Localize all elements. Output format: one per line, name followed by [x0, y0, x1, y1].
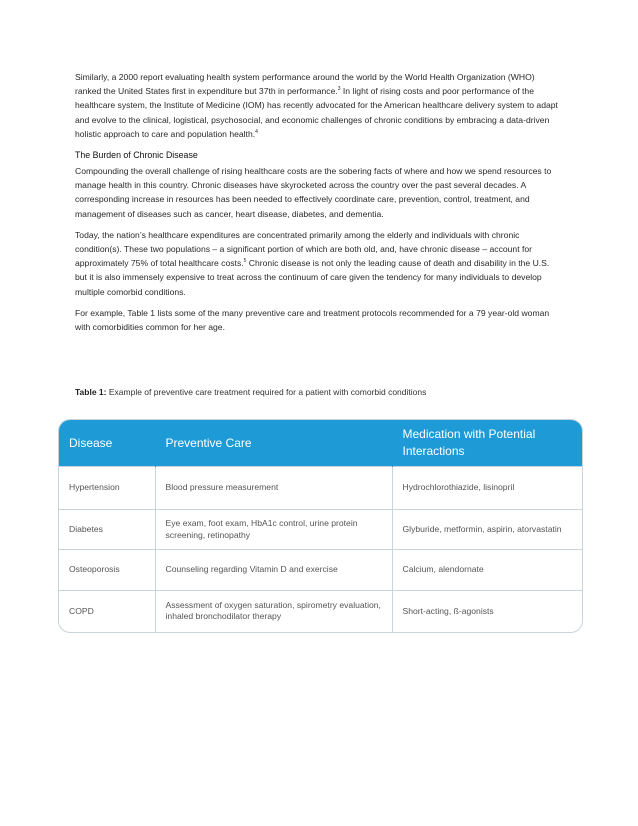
- cell-disease: Hypertension: [59, 467, 155, 510]
- data-table: [59, 420, 582, 632]
- paragraph-text: Today, the nation’s healthcare expenditures are concentrated primarily among the elderly and individuals with chronic condition(s). These two populations – a significant portion of which are both old, and, have chronic disease – account for approximately 75% of total healthcare costs.: [75, 229, 533, 269]
- table-row: [59, 591, 582, 632]
- cell-preventive-care: Counseling regarding Vitamin D and exercise: [155, 550, 392, 591]
- header-preventive-care: Preventive Care: [155, 420, 392, 467]
- header-disease: Disease: [59, 420, 155, 467]
- footnote-ref: 4: [255, 128, 258, 135]
- table-row: [59, 550, 582, 591]
- paragraph-text: Chronic disease is not only the leading cause of death and disability in the U.S. but it is also immensely expensive to treat across the continuum of care given the tendency for many individuals to develop multiple comorbid conditions.: [75, 258, 550, 297]
- paragraph-chronic-burden: Compounding the overall challenge of rising healthcare costs are the sobering facts of where and how we spend resources to manage health in this country. Chronic diseases have skyrocketed across the country over the past several decades. A corresponding increase in resources has been needed to effectively coordinate care, prevention, control, treatment, and management of diseases such as cancer, heart disease, diabetes, and dementia.: [75, 166, 552, 219]
- cell-disease: Diabetes: [59, 510, 155, 550]
- footnote-ref: 3: [337, 86, 341, 93]
- table-header-row: [59, 420, 582, 467]
- paragraph-text: In light of rising costs and poor performance of the healthcare system, the Institute of Medicine (IOM) has recently advocated for the American healthcare delivery system to adapt and evolve to the clinical, logistical, psychosocial, and economic challenges of chronic conditions by embracing a data-driven holistic approach to care and population health.: [75, 86, 558, 139]
- cell-preventive-care: Eye exam, foot exam, HbA1c control, urine protein screening, retinopathy: [155, 510, 392, 550]
- cell-medication: Hydrochlorothiazide, lisinopril: [392, 467, 582, 510]
- paragraph-who-report: [75, 70, 563, 141]
- paragraph-example: For example, Table 1 lists some of the many preventive care and treatment protocols recommended for a 79 year-old woman with comorbidities common for her age.: [75, 307, 550, 333]
- cell-medication: Calcium, alendornate: [392, 550, 582, 591]
- table-row: [59, 510, 582, 550]
- section-heading: The Burden of Chronic Disease: [75, 150, 198, 161]
- cell-preventive-care: Blood pressure measurement: [155, 467, 392, 510]
- cell-disease: COPD: [59, 591, 155, 632]
- paragraph-expenditures: [75, 228, 563, 299]
- paragraph-text: Similarly, a 2000 report evaluating health system performance around the world by the World Health Organization (WHO) ranked the United States first in expenditure but 37th in performance.: [75, 72, 535, 97]
- header-medication: Medication with Potential Interactions: [392, 420, 582, 467]
- comorbidity-table: [58, 419, 583, 633]
- cell-medication: Short-acting, ß-agonists: [392, 591, 582, 632]
- table-row: [59, 467, 582, 510]
- caption-text: Example of preventive care treatment required for a patient with comorbid conditions: [106, 387, 427, 397]
- cell-preventive-care: Assessment of oxygen saturation, spirometry evaluation, inhaled bronchodilator therapy: [155, 591, 392, 632]
- caption-label: Table 1:: [75, 387, 107, 397]
- cell-medication: Glyburide, metformin, aspirin, atorvastatin: [392, 510, 582, 550]
- footnote-ref: 5: [243, 258, 247, 265]
- table-caption: [75, 386, 563, 398]
- cell-disease: Osteoporosis: [59, 550, 155, 591]
- body-text: [75, 70, 563, 341]
